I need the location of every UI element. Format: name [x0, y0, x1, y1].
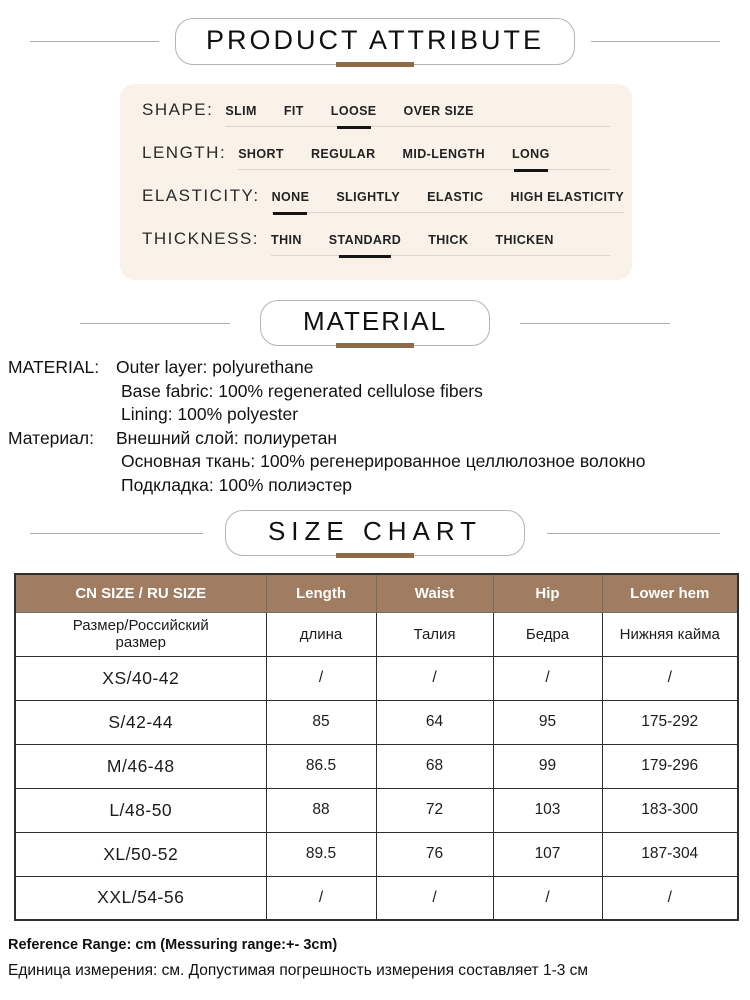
attribute-row-length [142, 143, 610, 170]
attribute-option: LONG [512, 147, 550, 161]
attribute-option: REGULAR [310, 147, 376, 161]
material-line: Lining: 100% polyester [121, 404, 299, 424]
size-cell: S/42-44 [15, 700, 266, 744]
table-row-xl [15, 832, 738, 876]
divider-line [80, 323, 230, 324]
title-accent-bar [336, 343, 414, 348]
lowerhem-cell: 175-292 [602, 700, 738, 744]
material-entry-label: Материал: [8, 427, 94, 448]
hip-cell: 103 [493, 788, 602, 832]
attribute-options [271, 233, 610, 256]
attribute-row-shape [142, 100, 610, 127]
material-line: Base fabric: 100% regenerated cellulose fibers [121, 380, 483, 401]
subheader-cell-length: длина [266, 612, 376, 656]
table-row-s [15, 700, 738, 744]
size-cell: XS/40-42 [15, 656, 266, 700]
lowerhem-cell: 179-296 [602, 744, 738, 788]
waist-cell: 64 [376, 700, 493, 744]
material-title-row [0, 300, 750, 346]
size-chart-title-box [225, 510, 525, 556]
attribute-option: OVER SIZE [403, 104, 474, 118]
hip-cell: 95 [493, 700, 602, 744]
material-line: Подкладка: 100% полиэстер [121, 474, 353, 495]
divider-line [520, 323, 670, 324]
attribute-row-elasticity [142, 186, 625, 213]
header-cell-length: Length [266, 574, 376, 612]
lowerhem-cell: 183-300 [602, 788, 738, 832]
title-accent-bar [336, 553, 414, 558]
header-cell-lowerhem: Lower hem [602, 574, 738, 612]
material-line: Внешний слой: полиуретан [116, 427, 338, 448]
header-cell-size: CN SIZE / RU SIZE [15, 574, 266, 612]
attribute-option: ELASTIC [427, 190, 484, 204]
attribute-options [238, 147, 610, 170]
material-line: Outer layer: polyurethane [116, 357, 314, 377]
reference-range-ru: Единица измерения: см. Допустимая погрешность измерения составляет 1-3 см [8, 962, 589, 979]
size-chart-title: SIZE CHART [267, 516, 483, 546]
size-chart-title-row [0, 510, 750, 556]
waist-cell: / [376, 876, 493, 920]
length-cell: 85 [266, 700, 376, 744]
table-row-xs [15, 656, 738, 700]
attribute-option: NONE [271, 190, 310, 204]
subheader-size-label: Размер/Российский размер [72, 617, 209, 651]
material-title-box [260, 300, 490, 346]
lowerhem-cell: 187-304 [602, 832, 738, 876]
waist-cell: 72 [376, 788, 493, 832]
attribute-row-thickness [142, 229, 610, 256]
hip-cell: 107 [493, 832, 602, 876]
attribute-label: THICKNESS: [142, 229, 260, 248]
material-description [8, 356, 750, 497]
attribute-label: LENGTH: [142, 143, 227, 162]
attribute-option: SLIM [225, 104, 257, 118]
title-accent-bar [336, 62, 414, 67]
product-attribute-title-box [175, 18, 575, 65]
size-chart-table [14, 573, 739, 921]
attribute-option: THIN [271, 233, 302, 247]
attribute-option: THICK [428, 233, 469, 247]
length-cell: 89.5 [266, 832, 376, 876]
product-attribute-title-row [0, 18, 750, 64]
material-entry-en [8, 356, 750, 427]
table-row-l [15, 788, 738, 832]
size-cell: L/48-50 [15, 788, 266, 832]
attribute-option: SHORT [238, 147, 284, 161]
attribute-label: ELASTICITY: [142, 186, 260, 205]
material-entry-ru [8, 427, 750, 498]
lowerhem-cell: / [602, 876, 738, 920]
product-attribute-title: PRODUCT ATTRIBUTE [205, 24, 545, 55]
divider-line [591, 41, 720, 42]
subheader-cell-waist: Талия [376, 612, 493, 656]
attribute-option: FIT [283, 104, 304, 118]
length-cell: 86.5 [266, 744, 376, 788]
subheader-cell-hip: Бедра [493, 612, 602, 656]
hip-cell: 99 [493, 744, 602, 788]
attribute-option: STANDARD [328, 233, 402, 247]
length-cell: 88 [266, 788, 376, 832]
size-cell: XXL/54-56 [15, 876, 266, 920]
header-cell-waist: Waist [376, 574, 493, 612]
subheader-cell-size [15, 612, 266, 656]
length-cell: / [266, 656, 376, 700]
table-subheader-row [15, 612, 738, 656]
size-cell: XL/50-52 [15, 832, 266, 876]
material-entry-lines [116, 356, 483, 427]
attribute-option: LOOSE [330, 104, 377, 118]
material-line: Основная ткань: 100% регенерированное целлюлозное волокно [121, 451, 646, 471]
divider-line [547, 533, 720, 534]
lowerhem-cell: / [602, 656, 738, 700]
attribute-label: SHAPE: [142, 100, 214, 119]
waist-cell: 68 [376, 744, 493, 788]
length-cell: / [266, 876, 376, 920]
measurement-notes [8, 937, 750, 980]
hip-cell: / [493, 876, 602, 920]
reference-range-en: Reference Range: cm (Messuring range:+- 3cm) [8, 937, 338, 953]
header-cell-hip: Hip [493, 574, 602, 612]
divider-line [30, 533, 203, 534]
waist-cell: / [376, 656, 493, 700]
attribute-option: HIGH ELASTICITY [510, 190, 625, 204]
divider-line [30, 41, 159, 42]
attribute-option: SLIGHTLY [336, 190, 401, 204]
material-entry-label: MATERIAL: [8, 357, 100, 377]
subheader-cell-lowerhem: Нижняя кайма [602, 612, 738, 656]
attribute-option: THICKEN [495, 233, 554, 247]
attribute-option: MID-LENGTH [402, 147, 486, 161]
material-entry-lines [116, 427, 646, 498]
table-row-xxl [15, 876, 738, 920]
material-title: MATERIAL [302, 306, 448, 336]
size-cell: M/46-48 [15, 744, 266, 788]
table-row-m [15, 744, 738, 788]
waist-cell: 76 [376, 832, 493, 876]
attribute-options [225, 104, 610, 127]
attribute-options [272, 190, 625, 213]
table-header-row [15, 574, 738, 612]
hip-cell: / [493, 656, 602, 700]
attribute-panel [120, 84, 632, 280]
